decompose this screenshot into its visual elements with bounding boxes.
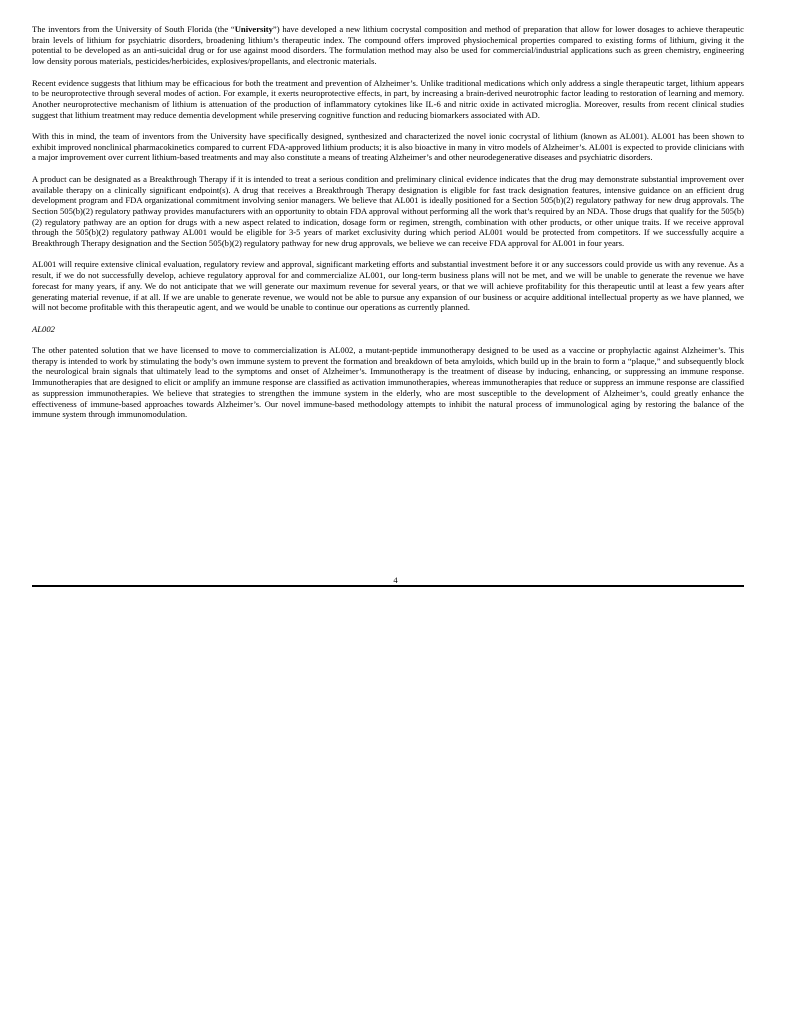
paragraph-al001-risks: AL001 will require extensive clinical evaluation, regulatory review and approval, significant marketing efforts and substantial investment before it or any successors could provide us with any revenue. As a result, if we do not successfully develop, achieve regulatory approval for and commercialize AL001, our long-term business plans will not be met, and we will be unable to generate the revenue we have forecast for many years, if any. We do not anticipate that we will generate our maximum revenue for several years, or that we will achieve profitability for this therapeutic until at least a few years after generating material revenue, if at all. If we are unable to generate revenue, we would not be able to pursue any expansion of our business or acquire additional intellectual property as we have planned, we will not become profitable with this therapeutic agent, and we would be unable to continue our operations as currently planned. [32, 259, 744, 313]
page-number: 4 [393, 575, 398, 585]
paragraph-al001-cocrystal: With this in mind, the team of inventors from the University have specifically designed, synthesized and characterized the novel ionic cocrystal of lithium (known as AL001). AL001 has been shown to exhibit improved nonclinical pharmacokinetics compared to current FDA-approved lithium products; it is also bioactive in many in vitro models of Alzheimer’s. AL001 is expected to provide clinicians with a major improvement over current lithium-based treatments and may also constitute a means of treating Alzheimer’s and other neurodegenerative diseases and psychiatric disorders. [32, 131, 744, 163]
paragraph-text-before: The inventors from the University of South Florida (the “ [32, 24, 235, 34]
university-defined-term: University [234, 24, 273, 34]
section-heading-al002: AL002 [32, 323, 55, 334]
paragraph-al002-immunotherapy: The other patented solution that we have licensed to move to commercialization is AL002, a mutant-peptide immunotherapy designed to be used as a vaccine or prophylactic against Alzheimer’s. This therapy is intended to work by stimulating the body’s own immune system to prevent the formation and breakdown of beta amyloids, which build up in the brain to form a “plaque,” and subsequently block the neurological brain signals that ultimately lead to the symptoms and onset of Alzheimer’s. Immunotherapy is the treatment of disease by inducing, enhancing, or suppressing an immune response. Immunotherapies that are designed to elicit or amplify an immune response are classified as activation immunotherapies, whereas immunotherapies that reduce or suppress an immune response are classified as suppression immunotherapies. We believe that strategies to strengthen the immune system in the elderly, who are most susceptible to the development of Alzheimer’s, could greatly enhance the effectiveness of immune-based approaches towards Alzheimer’s. Our novel immune-based methodology attempts to inhibit the natural process of immunological aging by restoring the balance of the immune system through immunomodulation. [32, 345, 744, 420]
footer-divider [32, 585, 744, 587]
paragraph-text-after: ”) have developed a new lithium cocrystal composition and method of preparation that allow for lower dosages to achieve therapeutic brain levels of lithium for psychiatric disorders, broadening lithium’s therapeutic index. The compound offers improved physiochemical properties compared to existing forms of lithium, giving it the potential to be developed as an anti-suicidal drug or for use against mood disorders. The formulation method may also be used for commercial/industrial applications such as green chemistry, engineering low density porous materials, pesticides/herbicides, explosives/propellants, and electronic materials. [32, 24, 744, 67]
paragraph-lithium-alzheimers: Recent evidence suggests that lithium may be efficacious for both the treatment and prevention of Alzheimer’s. Unlike traditional medications which only address a single therapeutic target, lithium appears to be neuroprotective through several modes of action. For example, it exerts neuroprotective effects, in part, by increasing a brain-derived neurotrophic factor leading to restoration of learning and memory. Another neuroprotective mechanism of lithium is attenuation of the production of inflammatory cytokines like IL-6 and nitric oxide in activated microglia. Moreover, results from recent clinical studies suggest that lithium treatment may reduce dementia development while preserving cognitive function and reducing biomarkers associated with AD. [32, 77, 744, 120]
document-body [32, 24, 744, 431]
paragraph-breakthrough-therapy: A product can be designated as a Breakthrough Therapy if it is intended to treat a serious condition and preliminary clinical evidence indicates that the drug may demonstrate substantial improvement over available therapy on a clinically significant endpoint(s). A drug that receives a Breakthrough Therapy designation is eligible for fast track designation features, intensive guidance on an efficient drug development program and FDA organizational commitment involving senior managers. We believe that AL001 is ideally positioned for a Section 505(b)(2) regulatory pathway for new drug approvals. The Section 505(b)(2) regulatory pathway provides manufacturers with an opportunity to obtain FDA approval without performing all the work that’s required by an NDA. Those drugs that qualify for the 505(b)(2) regulatory pathway are an option for drugs with a new aspect related to indication, dosage form or regimen, strength, combination with other products, or other unique traits. If we receive approval through the 505(b)(2) regulatory pathway AL001 would be eligible for 3-5 years of market exclusivity during which period AL001 would be protected from competitors. If we successfully acquire a Breakthrough Therapy designation and the Section 505(b)(2) regulatory pathway for new drug approvals, we believe we can receive FDA approval for AL001 in four years. [32, 173, 744, 249]
paragraph-university-inventors [32, 24, 744, 67]
